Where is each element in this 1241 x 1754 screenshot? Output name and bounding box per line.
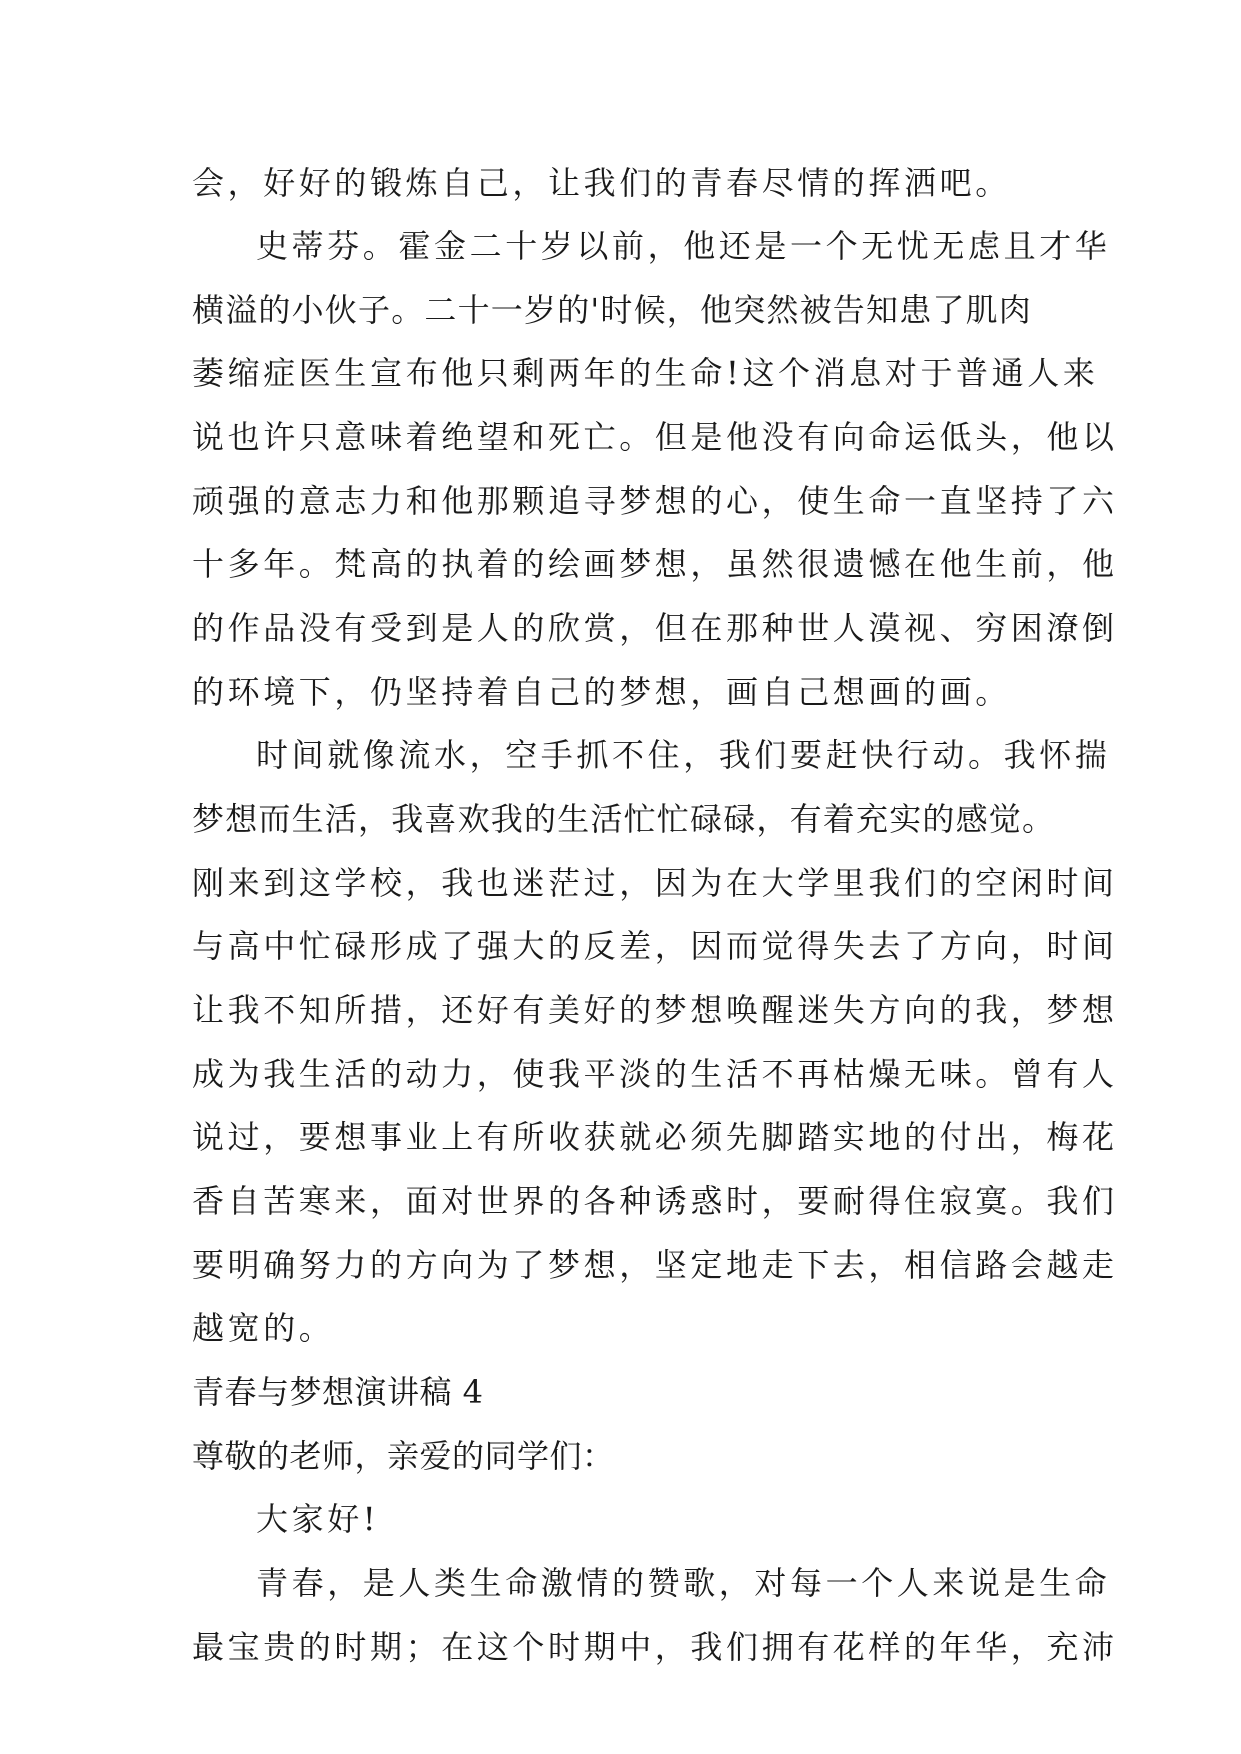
- text-line: 梦想而生活，我喜欢我的生活忙忙碌碌，有着充实的感觉。: [192, 800, 1056, 838]
- greeting: 大家好!: [256, 1500, 380, 1538]
- section-title: 青春与梦想演讲稿 4: [192, 1373, 484, 1411]
- paragraph-first-line: 史蒂芬。霍金二十岁以前，他还是一个无忧无虑且才华: [256, 227, 1111, 265]
- paragraph-first-line: 青春，是人类生命激情的赞歌，对每一个人来说是生命: [256, 1564, 1111, 1602]
- text-line: 要明确努力的方向为了梦想，坚定地走下去，相信路会越走: [192, 1246, 1118, 1284]
- text-line: 顽强的意志力和他那颗追寻梦想的心，使生命一直坚持了六: [192, 482, 1118, 520]
- text-line: 让我不知所措，还好有美好的梦想唤醒迷失方向的我，梦想: [192, 991, 1118, 1029]
- text-line: 说也许只意味着绝望和死亡。但是他没有向命运低头，他以: [192, 418, 1118, 456]
- text-line: 成为我生活的动力，使我平淡的生活不再枯燥无味。曾有人: [192, 1055, 1118, 1093]
- text-line: 越宽的。: [192, 1309, 335, 1347]
- text-line: 最宝贵的时期；在这个时期中，我们拥有花样的年华，充沛: [192, 1628, 1118, 1666]
- text-line: 说过，要想事业上有所收获就必须先脚踏实地的付出，梅花: [192, 1118, 1118, 1156]
- text-line: 横溢的小伙子。二十一岁的'时候，他突然被告知患了肌肉: [192, 291, 1032, 329]
- text-line: 的作品没有受到是人的欣赏，但在那种世人漠视、穷困潦倒: [192, 609, 1118, 647]
- text-line: 与高中忙碌形成了强大的反差，因而觉得失去了方向，时间: [192, 927, 1118, 965]
- text-line: 的环境下，仍坚持着自己的梦想，画自己想画的画。: [192, 673, 1011, 711]
- text-line: 香自苦寒来，面对世界的各种诱惑时，要耐得住寂寞。我们: [192, 1182, 1118, 1220]
- paragraph-first-line: 时间就像流水，空手抓不住，我们要赶快行动。我怀揣: [256, 736, 1111, 774]
- salutation: 尊敬的老师，亲爱的同学们：: [192, 1437, 615, 1475]
- text-line: 会，好好的锻炼自己，让我们的青春尽情的挥洒吧。: [192, 164, 1011, 202]
- text-line: 十多年。梵高的执着的绘画梦想，虽然很遗憾在他生前，他: [192, 545, 1118, 583]
- text-line: 萎缩症医生宣布他只剩两年的生命!这个消息对于普通人来: [192, 354, 1099, 392]
- text-line: 刚来到这学校，我也迷茫过，因为在大学里我们的空闲时间: [192, 864, 1118, 902]
